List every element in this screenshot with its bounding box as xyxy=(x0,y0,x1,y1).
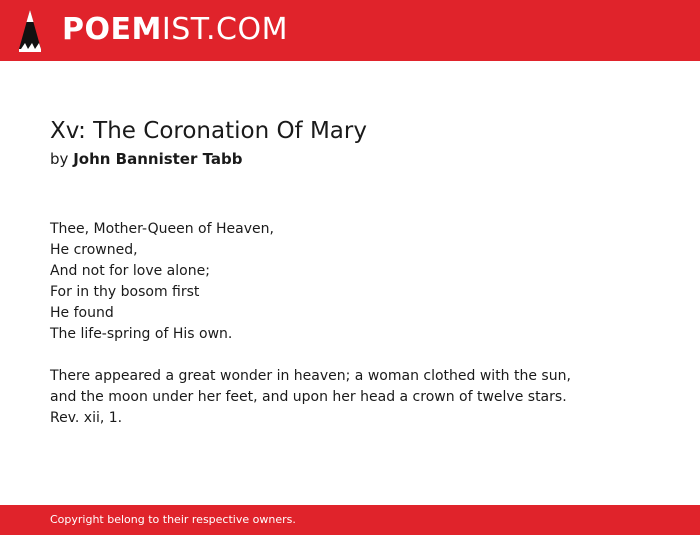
site-logo[interactable] xyxy=(62,12,288,48)
poem-line: He found xyxy=(50,305,114,321)
poem-body xyxy=(50,219,571,429)
site-footer xyxy=(0,505,700,535)
poem-line: There appeared a great wonder in heaven; a woman clothed with the sun, xyxy=(50,368,571,384)
poem-line: and the moon under her feet, and upon her head a crown of twelve stars. xyxy=(50,389,567,405)
poem-line: The life-spring of His own. xyxy=(50,326,233,342)
brand-light-text: IST.COM xyxy=(161,12,288,47)
poem-line: He crowned, xyxy=(50,242,138,258)
by-label: by xyxy=(50,150,69,168)
brand-bold-text: POEM xyxy=(62,12,162,47)
site-header xyxy=(0,0,700,61)
poem-line: For in thy bosom first xyxy=(50,284,200,300)
pencil-icon[interactable] xyxy=(17,9,43,53)
poem-line xyxy=(50,345,571,366)
poem-line: Rev. xii, 1. xyxy=(50,410,123,426)
author-name: John Bannister Tabb xyxy=(73,150,243,168)
copyright-text: Copyright belong to their respective owners. xyxy=(50,513,296,526)
poem-line: And not for love alone; xyxy=(50,263,210,279)
poem-line: Thee, Mother-Queen of Heaven, xyxy=(50,221,274,237)
poem-title: Xv: The Coronation Of Mary xyxy=(50,118,367,144)
byline xyxy=(50,149,243,169)
